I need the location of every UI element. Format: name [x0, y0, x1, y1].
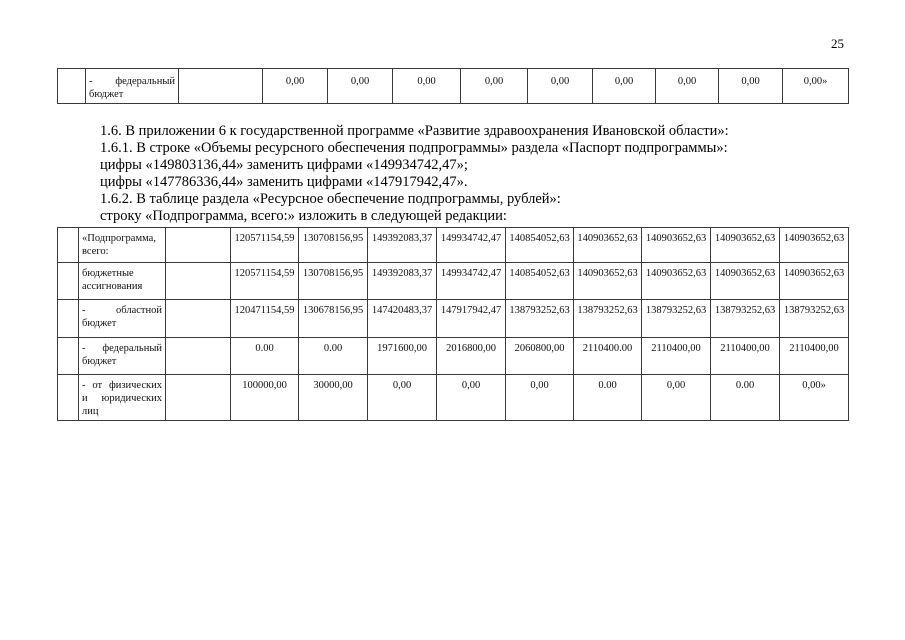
value-cell: 140903652,63 [780, 263, 849, 300]
value-cell: 0,00 [719, 69, 783, 104]
value-cell: 2060800,00 [506, 338, 574, 375]
table-row [58, 375, 849, 421]
value-cell: 149392083,37 [368, 228, 437, 263]
page-number: 25 [831, 36, 844, 51]
paragraph-1-6-2: 1.6.2. В таблице раздела «Ресурсное обеспечение подпрограммы, рублей»: [100, 191, 561, 207]
empty-cell [166, 263, 231, 300]
value-cell: 140854052,63 [506, 228, 574, 263]
value-cell: 1971600,00 [368, 338, 437, 375]
value-cell: 140903652,63 [574, 228, 642, 263]
value-cell: 0,00 [328, 69, 393, 104]
value-cell: 0.00 [574, 375, 642, 421]
value-cell: 140903652,63 [642, 263, 711, 300]
value-cell: 0,00 [263, 69, 328, 104]
row-label: - от физических и юридических лиц [79, 375, 166, 421]
value-cell: 0,00 [528, 69, 593, 104]
value-cell: 147917942,47 [437, 300, 506, 338]
row-marker-cell [58, 375, 79, 421]
value-cell: 149934742,47 [437, 228, 506, 263]
table-row [58, 263, 849, 300]
empty-cell [166, 375, 231, 421]
value-cell: 0.00 [711, 375, 780, 421]
replacement-intro-line: строку «Подпрограмма, всего:» изложить в следующей редакции: [100, 208, 507, 224]
value-cell: 0,00 [656, 69, 719, 104]
value-cell: 0.00 [231, 338, 299, 375]
table-row [58, 228, 849, 263]
value-cell: 138793252,63 [506, 300, 574, 338]
value-cell: 120571154,59 [231, 263, 299, 300]
value-cell: 140903652,63 [574, 263, 642, 300]
value-cell: 138793252,63 [642, 300, 711, 338]
value-cell: 100000,00 [231, 375, 299, 421]
value-cell: 30000,00 [299, 375, 368, 421]
value-cell: 140903652,63 [780, 228, 849, 263]
value-cell: 0.00 [299, 338, 368, 375]
value-cell: 140903652,63 [711, 228, 780, 263]
subprogram-funding-table [57, 227, 849, 421]
value-cell: 138793252,63 [574, 300, 642, 338]
value-cell: 0,00 [642, 375, 711, 421]
value-cell: 140903652,63 [711, 263, 780, 300]
value-cell: 149934742,47 [437, 263, 506, 300]
value-cell: 130678156,95 [299, 300, 368, 338]
value-cell: 0,00 [393, 69, 461, 104]
value-cell: 2110400,00 [711, 338, 780, 375]
value-cell: 0,00 [593, 69, 656, 104]
paragraph-1-6: 1.6. В приложении 6 к государственной программе «Развитие здравоохранения Ивановской области»: [100, 123, 729, 139]
replacement-line-2: цифры «147786336,44» заменить цифрами «147917942,47». [100, 174, 468, 190]
row-marker-cell [58, 263, 79, 300]
table-row [58, 338, 849, 375]
value-cell: 2110400.00 [574, 338, 642, 375]
replacement-line-1: цифры «149803136,44» заменить цифрами «149934742,47»; [100, 157, 468, 173]
paragraph-1-6-1: 1.6.1. В строке «Объемы ресурсного обеспечения подпрограммы» раздела «Паспорт подпрограммы»: [100, 140, 728, 156]
empty-cell [166, 338, 231, 375]
row-label: «Подпрограмма, всего: [79, 228, 166, 263]
value-cell: 0,00» [783, 69, 849, 104]
value-cell: 130708156,95 [299, 263, 368, 300]
empty-cell [179, 69, 263, 104]
empty-cell [166, 300, 231, 338]
value-cell: 0,00 [437, 375, 506, 421]
value-cell: 120471154,59 [231, 300, 299, 338]
row-marker-cell [58, 300, 79, 338]
value-cell: 149392083,37 [368, 263, 437, 300]
amendment-text [100, 123, 729, 225]
value-cell: 0,00» [780, 375, 849, 421]
row-label: - федеральный бюджет [86, 69, 179, 104]
value-cell: 0,00 [461, 69, 528, 104]
value-cell: 130708156,95 [299, 228, 368, 263]
row-marker-cell [58, 69, 86, 104]
value-cell: 138793252,63 [711, 300, 780, 338]
value-cell: 140903652,63 [642, 228, 711, 263]
value-cell: 138793252,63 [780, 300, 849, 338]
value-cell: 147420483,37 [368, 300, 437, 338]
row-marker-cell [58, 228, 79, 263]
value-cell: 0,00 [368, 375, 437, 421]
value-cell: 2110400,00 [642, 338, 711, 375]
row-label: - областной бюджет [79, 300, 166, 338]
table-row [58, 69, 849, 104]
value-cell: 2110400,00 [780, 338, 849, 375]
value-cell: 0,00 [506, 375, 574, 421]
value-cell: 2016800,00 [437, 338, 506, 375]
value-cell: 120571154,59 [231, 228, 299, 263]
row-marker-cell [58, 338, 79, 375]
empty-cell [166, 228, 231, 263]
row-label: - федеральный бюджет [79, 338, 166, 375]
value-cell: 140854052,63 [506, 263, 574, 300]
row-label: бюджетные ассигнования [79, 263, 166, 300]
continued-funding-table [57, 68, 849, 104]
table-row [58, 300, 849, 338]
